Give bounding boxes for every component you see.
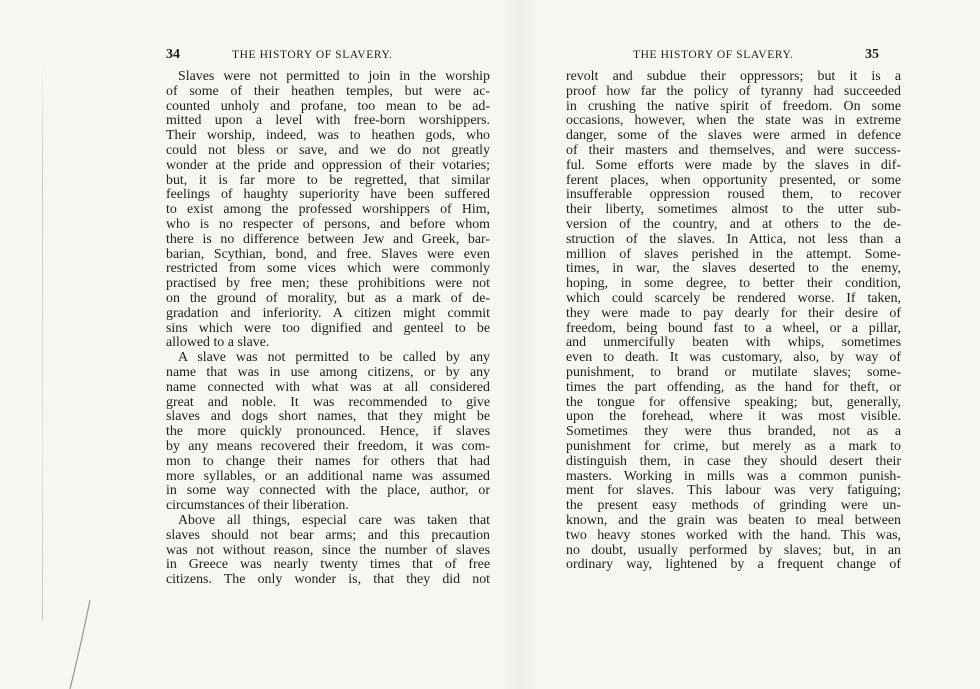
text-line: there is no difference between Jew and Greek, bar- (166, 231, 490, 247)
text-line: restricted from some vices which were commonly (166, 261, 490, 277)
text-line: was not without reason, since the number of slaves (166, 542, 490, 558)
text-line: even to death. It was customary, also, by way of (566, 350, 901, 366)
text-line: million of slaves perished in the attempt. Some- (566, 246, 901, 262)
text-line: slaves and dogs short names, that they might be (166, 409, 490, 425)
text-line: masters. Working in mills was a common punish- (566, 468, 901, 484)
text-line: Above all things, especial care was taken that (178, 512, 490, 528)
text-line: wonder at the pride and oppression of their votaries; (166, 157, 490, 173)
text-line: they were made to pay dearly for their desire of (566, 305, 901, 321)
text-line: circumstances of their liberation. (166, 498, 349, 514)
text-line: times the part offending, as the hand for theft, or (566, 379, 901, 395)
text-line: distinguish them, in case they should desert their (566, 453, 901, 469)
text-line: known, and the grain was beaten to meal between (566, 512, 901, 528)
text-line: on the ground of morality, but as a mark of de- (166, 290, 490, 306)
text-line: ferent places, when opportunity presented, or some (566, 172, 901, 188)
text-line: by any means recovered their freedom, it was com- (166, 438, 490, 454)
text-line: great and noble. It was recommended to give (166, 394, 490, 410)
page-number-right: 35 (865, 47, 879, 62)
text-line: A slave was not permitted to be called by any (178, 350, 490, 366)
text-line: their liberty, sometimes almost to the utter sub- (566, 202, 901, 218)
text-line: citizens. The only wonder is, that they did not (166, 572, 490, 588)
text-line: punishment, to brand or mutilate slaves; some- (566, 364, 901, 380)
running-head-left: THE HISTORY OF SLAVERY. (232, 49, 393, 61)
text-line: mon to change their names for others that had (166, 453, 490, 469)
text-line: which could scarcely be rendered worse. If taken, (566, 290, 901, 306)
text-line: Sometimes they were thus branded, not as a (566, 424, 901, 440)
text-line: the more quickly pronounced. Hence, if slaves (166, 424, 490, 440)
left-page-text (166, 70, 490, 588)
text-line: two heavy stones worked with the hand. This was, (566, 527, 901, 543)
text-line: no doubt, usually performed by slaves; but, in an (566, 542, 901, 558)
text-line: insufferable oppression roused them, to recover (566, 187, 901, 203)
text-line: to exist among the professed worshippers of Him, (166, 202, 490, 218)
text-line: danger, some of the slaves were armed in defence (566, 128, 901, 144)
text-line: times, in war, the slaves deserted to the enemy, (566, 261, 901, 277)
text-line: slaves should not bear arms; and this precaution (166, 527, 490, 543)
text-line: and unmercifully beaten with whips, sometimes (566, 335, 901, 351)
text-line: feelings of haughty superiority have been suffered (166, 187, 490, 203)
text-line: more syllables, or an additional name was assumed (166, 468, 490, 484)
text-line: of their masters and themselves, and were success- (566, 142, 901, 158)
right-page (520, 0, 980, 689)
text-line: version of the country, and at others to the de- (566, 216, 901, 232)
text-line: in some way connected with the place, author, or (166, 483, 490, 499)
text-line: name that was in use among citizens, or by any (166, 364, 490, 380)
text-line: struction of the slaves. In Attica, not less than a (566, 231, 901, 247)
text-line: the present easy methods of grinding were un- (566, 498, 901, 514)
text-line: hoping, in some degree, to better their condition, (566, 276, 901, 292)
right-page-text (566, 70, 901, 573)
text-line: punishment for crime, but merely as a mark to (566, 438, 901, 454)
text-line: barian, Scythian, bond, and free. Slaves were even (166, 246, 490, 262)
text-line: ment for slaves. This labour was very fatiguing; (566, 483, 901, 499)
text-line: occasions, however, when the state was in extreme (566, 113, 901, 129)
text-line: ful. Some efforts were made by the slaves in dif- (566, 157, 901, 173)
text-line: in crushing the native spirit of freedom. On some (566, 98, 901, 114)
text-line: of some of their heathen temples, but were ac- (166, 83, 490, 99)
text-line: could not bless or save, and we do not greatly (166, 142, 490, 158)
page-number-left: 34 (166, 47, 180, 62)
text-line: practised by free men; these prohibitions were not (166, 276, 490, 292)
text-line: who is no respecter of persons, and before whom (166, 216, 490, 232)
text-line: the tongue for offensive speaking; but, generally, (566, 394, 901, 410)
text-line: ordinary way, lightened by a frequent change of (566, 557, 901, 573)
text-line: name connected with what was at all considered (166, 379, 490, 395)
text-line: freedom, being bound fast to a wheel, or a pillar, (566, 320, 901, 336)
text-line: in Greece was nearly twenty times that of free (166, 557, 490, 573)
text-line: but, it is far more to be regretted, that similar (166, 172, 490, 188)
text-line: mitted upon a level with free-born worshippers. (166, 113, 490, 129)
text-line: revolt and subdue their oppressors; but it is a (566, 69, 901, 84)
running-head-right: THE HISTORY OF SLAVERY. (633, 49, 794, 61)
text-line: Slaves were not permitted to join in the worship (178, 69, 490, 84)
text-line: allowed to a slave. (166, 335, 270, 351)
text-line: proof how far the policy of tyranny had succeeded (566, 83, 901, 99)
text-line: Their worship, indeed, was to heathen gods, who (166, 128, 490, 144)
text-line: upon the forehead, where it was most visible. (566, 409, 901, 425)
text-line: counted unholy and profane, too mean to be ad- (166, 98, 490, 114)
text-line: gradation and inferiority. A citizen might commit (166, 305, 490, 321)
text-line: sins which were too dignified and genteel to be (166, 320, 490, 336)
